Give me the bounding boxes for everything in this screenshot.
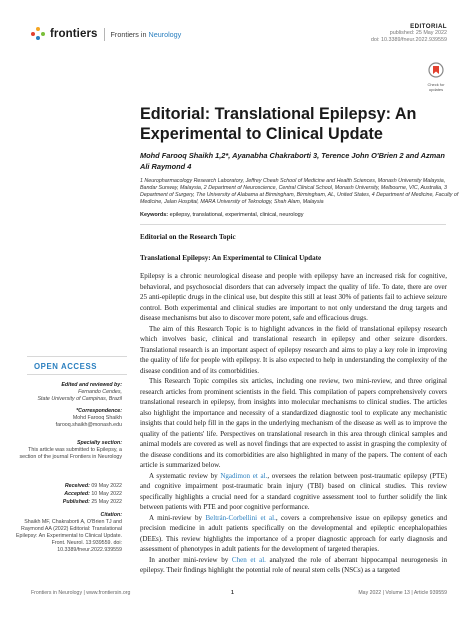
affiliations	[140, 178, 460, 206]
edited-label: Edited and reviewed by:	[61, 382, 122, 388]
page-number: 1	[231, 590, 234, 596]
received-date	[12, 483, 122, 491]
header-divider	[104, 28, 105, 41]
keywords	[140, 212, 460, 218]
citation-link[interactable]: Ngadimon et al.	[220, 471, 268, 480]
frontiers-logo-icon	[31, 26, 47, 42]
sidebar-rule	[27, 374, 127, 375]
frontiers-logo[interactable]	[31, 26, 181, 42]
paragraph-text: In another mini-review by	[149, 555, 232, 564]
correspondence-info	[12, 408, 122, 429]
body-paragraph	[140, 471, 447, 513]
body-paragraph: This Research Topic compiles six articles, including one review, two mini-review, and three original research articles from prominent scientists in the field. This compilation of papers comprehensively covers translational research in epilepsy, from insights into molecular mechanisms to clinical studies. The articles also highlight the importance and necessity of a standardized diagnostic tool to explicate any mechanistic insights that could help fill in the gaps in the underlying mechanism of the disease as well as to improve the quality of the patients' life. Perspectives on translational research in this area through clinical samples and animal models are covered as well as novel findings that are expected to assist in grasping the complexity of the disease conditions and its comorbidities are also highlighted in many of the papers. The content of each article is summarized below.	[140, 377, 447, 469]
published-date: published: 25 May 2022	[389, 30, 447, 36]
published-value: 25 May 2022	[91, 498, 122, 505]
article-type: EDITORIAL	[410, 23, 447, 30]
specialty-label: Specialty section:	[76, 440, 122, 446]
paragraph-text: , covers a comprehensive issue on epilepsy genetics and precision medicine in adult patients specifically on the developmental and epileptic encephalopathies (DEEs). This review highlights the importance of a proper diagnostic approach for early diagnosis and assessment of phenotypes in adult patients for the development of targeted therapies.	[140, 513, 448, 553]
received-label: Received:	[64, 483, 90, 489]
editor-info	[12, 382, 122, 403]
brand-name: frontiers	[50, 28, 98, 40]
correspondence-email[interactable]: farooq.shaikh@monash.edu	[55, 422, 122, 429]
check-for-updates-label: Check for updates	[427, 82, 445, 92]
paragraph-text: A systematic review by	[149, 471, 221, 480]
paragraph-text: A mini-review by	[149, 513, 206, 522]
specialty-info	[12, 440, 122, 461]
citation-info	[12, 512, 122, 555]
citation-label: Citation:	[100, 512, 122, 518]
correspondence-name: Mohd Farooq Shaikh	[72, 415, 122, 422]
research-topic-title[interactable]: Translational Epilepsy: An Experimental to Clinical Update	[140, 254, 322, 262]
footer-journal[interactable]: Frontiers in Neurology | www.frontiersin.org	[31, 590, 131, 596]
accepted-label: Accepted:	[64, 490, 90, 497]
paragraph-text: analyzed the role of aberrant hippocampal neurogenesis in epilepsy. Their findings highlight the potential role of neural stem cells (NSCs) as a targeted	[140, 555, 447, 574]
citation-text: Shaikh MF, Chakraborti A, O'Brien TJ and Raymond AA (2022) Editorial: Translational Epilepsy: An Experimental to Clinical Update. Front. Neurol. 13:939559. doi: 10.3389/fneur.2022.939559	[16, 519, 122, 554]
footer-volume: May 2022 | Volume 13 | Article 939559	[358, 590, 447, 596]
keywords-label: Keywords:	[140, 212, 169, 218]
accepted-value: 10 May 2022	[91, 490, 122, 497]
page-header	[0, 0, 474, 92]
doi[interactable]: doi: 10.3389/fneur.2022.939559	[370, 37, 447, 43]
specialty-text: This article was submitted to Epilepsy, a section of the journal Frontiers in Neurology	[19, 447, 122, 461]
author-list: Mohd Farooq Shaikh 1,2*, Ayanabha Chakraborti 3, Terence John O'Brien 2 and Azman Ali Raymond 4	[140, 151, 445, 171]
body-paragraph	[140, 513, 447, 555]
body-paragraph: Epilepsy is a chronic neurological disease and people with epilepsy have an increased risk for cognitive, behavioral, and psychosocial disorders that can adversely impact the quality of life. To date, there are over 25 anti-epileptic drugs in the clinical use, but despite this still at least 30% of patients fail to achieve seizure control. Both experimental and clinical studies are important to not only understand the drug targets and disease mechanisms but also to discover more potent, safe and efficacious drugs.	[140, 272, 447, 322]
paragraph-text: , oversees the relation between post-traumatic epilepsy (PTE) and cognitive impairment post-traumatic brain injury (TBI) based on clinical studies. This review specifically highlights a crucial need for a standard cognitive assessment tool to further solidify the link between patients with PTE and poor cognitive performance.	[140, 471, 447, 511]
journal-name	[111, 30, 182, 39]
keywords-value: epilepsy, translational, experimental, clinical, neurology	[169, 212, 304, 218]
article-title: Editorial: Translational Epilepsy: An Experimental to Clinical Update	[140, 105, 417, 143]
check-for-updates-icon[interactable]	[428, 62, 444, 82]
published-date-side	[12, 499, 122, 507]
article-dates	[12, 483, 122, 506]
citation-link[interactable]: Beltrán-Corbellini et al.	[205, 513, 276, 522]
body-paragraph: The aim of this Research Topic is to highlight advances in the field of translational epilepsy research which involves basic, clinical and translational research in epilepsy and other seizure disorders. Translational research is an important aspect of epilepsy research and aims to play a key role in improving the quality of life for people with epilepsy. It is also expected to help in understanding the complexity of the disease condition and of its comorbidities.	[140, 324, 447, 375]
journal-prefix: Frontiers in	[110, 29, 147, 39]
correspondence-label: *Correspondence:	[76, 408, 122, 414]
open-access-label: OPEN ACCESS	[34, 362, 98, 371]
journal-subject: Neurology	[148, 29, 182, 39]
editor-affiliation: State University of Campinas, Brazil	[37, 396, 122, 403]
title-divider	[140, 224, 446, 225]
body-paragraph	[140, 555, 447, 576]
article-meta	[371, 23, 447, 44]
published-label: Published:	[62, 498, 90, 505]
article-body	[140, 271, 447, 576]
citation-link[interactable]: Chen et al.	[231, 555, 266, 564]
sidebar-top-rule	[27, 356, 127, 357]
editor-name: Fernando Cendes,	[78, 389, 122, 396]
research-topic-heading: Editorial on the Research Topic	[140, 233, 236, 241]
accepted-date	[12, 491, 122, 499]
received-value: 09 May 2022	[91, 483, 122, 489]
affiliation-text: 1 Neuropharmacology Research Laboratory, Jeffrey Cheah School of Medicine and Health Sciences, Monash University Malaysia, Bandar Sunway, Malaysia, 2 Department of Neuroscience, Central Clinical School, Monash University, Melbourne, VIC, Australia, 3 Department of Surgery, The University of Alabama at Birmingham, Birmingham, AL, United States, 4 Department of Medicine, Faculty of Medicine, Jalan Hospital, MARA University of Teknology, Shah Alam, Malaysia	[140, 178, 459, 206]
